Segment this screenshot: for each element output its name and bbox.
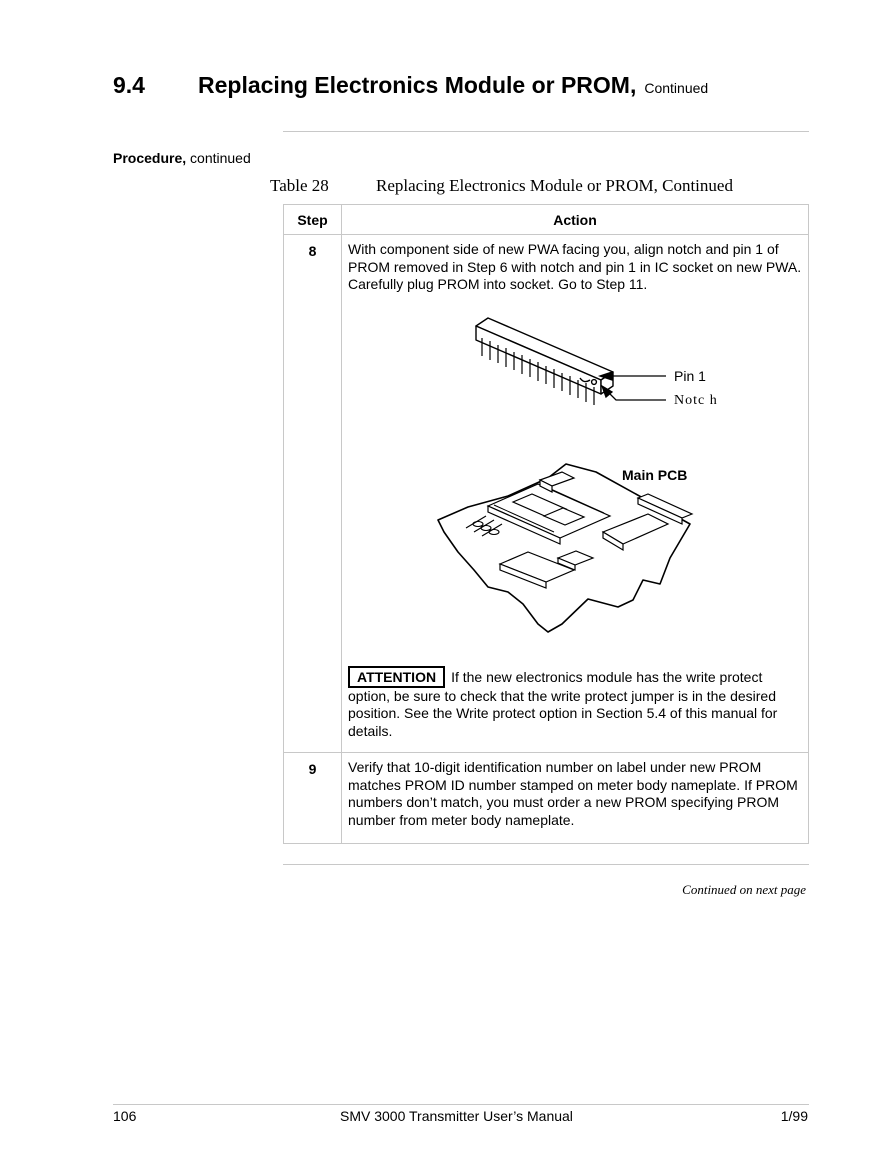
step-number: 8 bbox=[284, 235, 342, 753]
footer-page-number: 106 bbox=[113, 1108, 137, 1124]
section-number: 9.4 bbox=[113, 72, 145, 98]
procedure-table bbox=[283, 204, 809, 844]
figure-label-main-pcb: Main PCB bbox=[622, 466, 688, 483]
footer-divider bbox=[113, 1104, 809, 1105]
figure-label-pin1: Pin 1 bbox=[674, 367, 706, 384]
table-header-row bbox=[284, 205, 809, 235]
figure-label-notch: Notc h bbox=[674, 392, 718, 408]
table-row bbox=[284, 753, 809, 844]
section-continued-label: Continued bbox=[644, 80, 709, 96]
section-title bbox=[198, 72, 708, 99]
table-caption-title: Replacing Electronics Module or PROM, Continued bbox=[376, 176, 733, 195]
prom-installation-figure bbox=[348, 302, 802, 662]
procedure-continued: continued bbox=[190, 150, 251, 166]
attention-text: If the new electronics module has the write protect option, be sure to check that the write protect jumper is in the desired position. See the Write protect option in Section 5.4 of this manual for details. bbox=[348, 668, 778, 739]
attention-badge: ATTENTION bbox=[348, 666, 445, 688]
attention-notice bbox=[348, 666, 802, 753]
footer-date: 1/99 bbox=[780, 1108, 808, 1124]
step-action-text: With component side of new PWA facing you, align notch and pin 1 of PROM removed in Step 6 with notch and pin 1 in IC socket on new PWA. Carefully plug PROM into socket. Go to Step 11. bbox=[348, 241, 802, 292]
step-action-text: Verify that 10-digit identification number on label under new PROM matches PROM ID number stamped on meter body nameplate. If PROM numbers don’t match, you must order a new PROM specifying PROM number from meter body nameplate. bbox=[342, 753, 809, 844]
continued-on-next-page: Continued on next page bbox=[682, 882, 806, 897]
prom-pcb-illustration bbox=[348, 302, 802, 662]
table-row bbox=[284, 235, 809, 753]
step-number: 9 bbox=[284, 753, 342, 844]
header-divider bbox=[283, 131, 809, 132]
section-title-text: Replacing Electronics Module or PROM, bbox=[198, 72, 637, 98]
procedure-heading bbox=[113, 150, 251, 166]
procedure-label: Procedure, bbox=[113, 150, 187, 166]
column-header-action: Action bbox=[342, 205, 809, 235]
step-action-cell bbox=[342, 235, 809, 753]
table-caption-number: Table 28 bbox=[270, 176, 329, 195]
footer-manual-title: SMV 3000 Transmitter User’s Manual bbox=[340, 1108, 573, 1124]
column-header-step: Step bbox=[284, 205, 342, 235]
table-end-divider bbox=[283, 864, 809, 865]
